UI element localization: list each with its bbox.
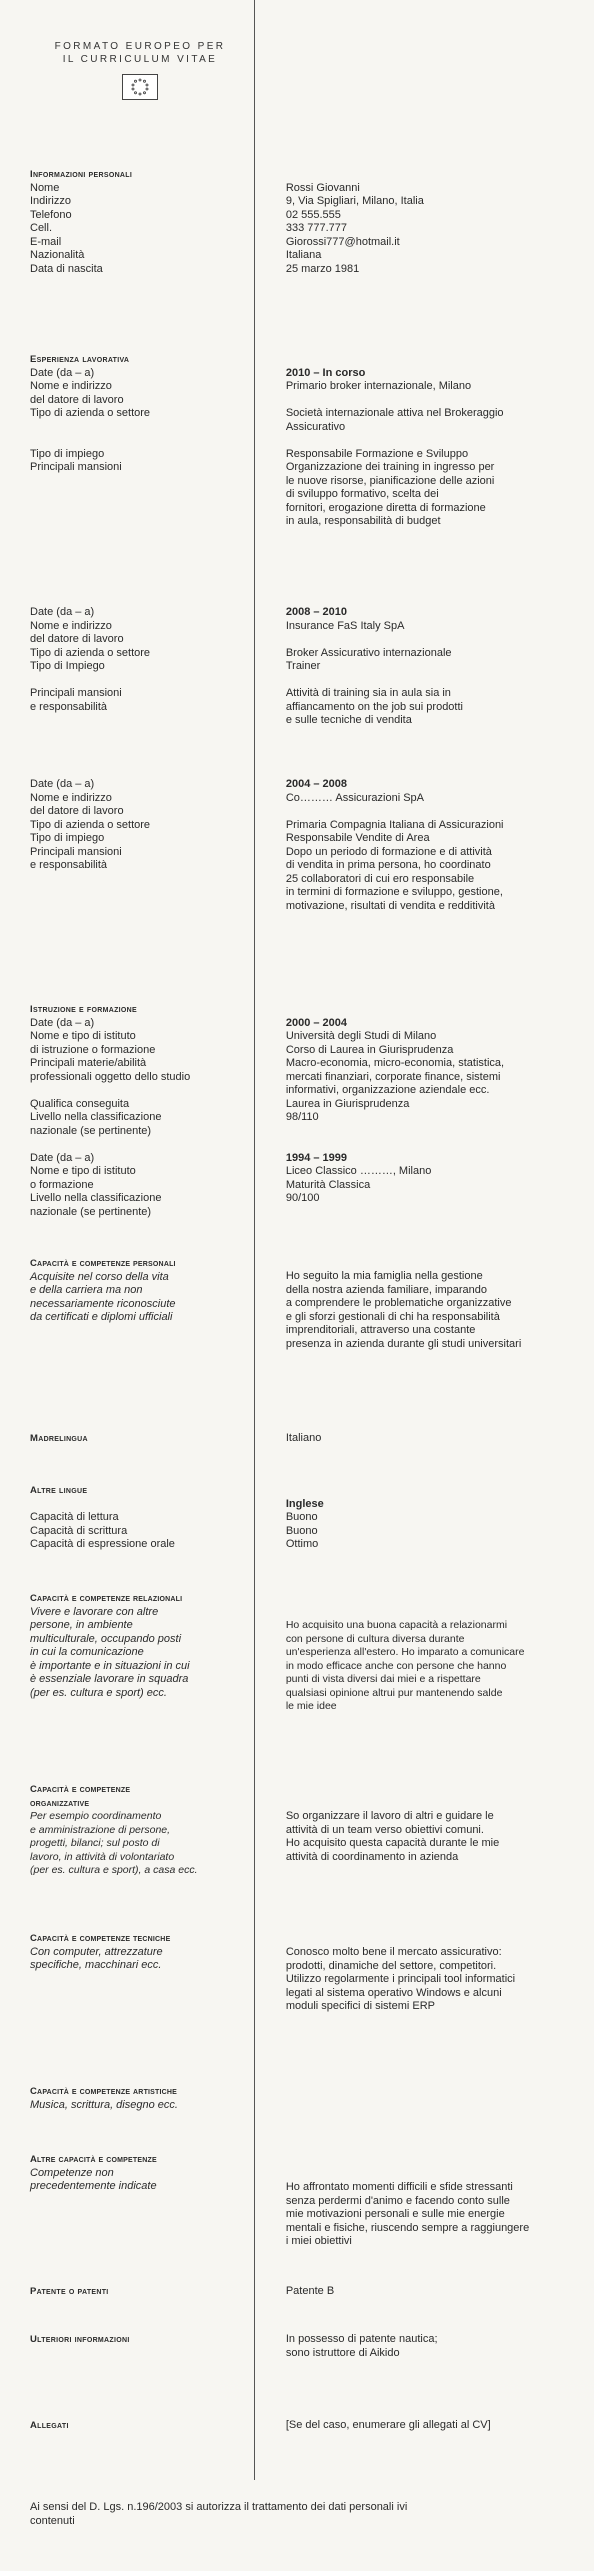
writing-value: Buono: [285, 1524, 318, 1537]
organizational-heading: Capacità e competenze organizzative: [30, 1784, 131, 1809]
job1-role-label: Tipo di impiego: [30, 447, 105, 460]
job2-employer-label: Nome e indirizzo: [30, 619, 112, 632]
languages-heading: Altre lingue: [30, 1485, 88, 1496]
other-skills-text: Ho affrontato momenti difficili e sfide stressanti senza perdermi d'animo e facendo conto sulle mie motivazioni personali e sulle mie energie mentali e fisiche, riuscendo sempre a raggiungere i miei obiettivi: [285, 2181, 530, 2247]
ed1-subjects-label: Principali materie/abilità professionali oggetto dello studio: [30, 1057, 191, 1083]
further-info-text: In possesso di patente nautica; sono istruttore di Aikido: [285, 2333, 438, 2359]
job2-role-label: Tipo di Impiego: [30, 660, 105, 672]
work-section: [30, 353, 575, 529]
personal-skills-text: Ho seguito la mia famiglia nella gestione della nostra azienda familiare, imparando a comprendere le problematiche organizzative e gli sforzi gestionali di chi ha responsabilità imprenditoriali, attraverso una costante presenza in azienda durante gli studi universitari: [285, 1270, 522, 1350]
address-value: 9, Via Spigliari, Milano, Italia: [285, 195, 424, 207]
job1-employer-label-2: del datore di lavoro: [30, 393, 124, 406]
cv-header: [30, 40, 250, 100]
job1-dates-label: Date (da – a): [30, 366, 95, 379]
ed1-course: Corso di Laurea in Giurisprudenza: [285, 1043, 454, 1056]
ed1-subjects: Macro-economia, micro-economia, statistica, mercati finanziari, corporate finance, sistemi informativi, organizzazione aziendale ecc.: [285, 1057, 505, 1096]
ed1-inst-label: Nome e tipo di istituto: [30, 1030, 136, 1042]
job1-role: Responsabile Formazione e Sviluppo: [285, 447, 469, 460]
writing-label: Capacità di scrittura: [30, 1524, 128, 1537]
job1-dates: 2010 – In corso: [285, 366, 366, 379]
job1-employer-label: Nome e indirizzo: [30, 380, 112, 392]
job3-sector: Primaria Compagnia Italiana di Assicurazioni: [285, 818, 504, 831]
mother-tongue-value: Italiano: [285, 1432, 322, 1444]
artistic-heading: Capacità e competenze artistiche: [30, 2086, 178, 2097]
job3-employer: Co……… Assicurazioni SpA: [285, 791, 425, 804]
attachments-value: [Se del caso, enumerare gli allegati al CV]: [285, 2419, 491, 2431]
nationality-value: Italiana: [285, 249, 322, 261]
ed1-inst-label-2: di istruzione o formazione: [30, 1043, 156, 1056]
ed2-inst-label: Nome e tipo di istituto: [30, 1165, 136, 1177]
mother-tongue-heading: Madrelingua: [30, 1433, 88, 1444]
ed1-qual-label: Qualifica conseguita: [30, 1097, 130, 1110]
ed2-inst-label-2: o formazione: [30, 1178, 94, 1191]
privacy-footer: [30, 2500, 570, 2528]
organizational-sub: Per esempio coordinamento e amministrazione di persone, progetti, bilanci; sul posto di lavoro, in attività di volontariato (per es. cultura e sport), a casa ecc.: [30, 1810, 198, 1876]
other-skills-section: [30, 2153, 575, 2249]
address-label: Indirizzo: [30, 195, 71, 207]
mobile-label: Cell.: [30, 222, 53, 234]
personal-skills-section: [30, 1257, 575, 1351]
relational-sub: Vivere e lavorare con altre persone, in ambiente multiculturale, occupando posti in cui la comunicazione è importante e in situazioni in cui è essenziale lavorare in squadra (per es. cultura e sport) ecc.: [30, 1605, 190, 1699]
relational-text: Ho acquisito una buona capacità a relazionarmi con persone di cultura diversa durante un'esperienza all'estero. Ho imparato a comunicare in modo efficace anche con persone che hanno punti di vista diversi dai miei e a rispettare qualsiasi opinione altrui pur mantenendo salde le mie idee: [285, 1619, 525, 1712]
job1-duties-label: Principali mansioni: [30, 461, 122, 473]
job2-role: Trainer: [285, 660, 321, 672]
organizational-section: [30, 1783, 575, 1878]
ed2-qual: Maturità Classica: [285, 1178, 371, 1191]
job2-sector: Broker Assicurativo internazionale: [285, 646, 452, 659]
footer-line-2: contenuti: [30, 2515, 75, 2527]
ed1-qual: Laurea in Giurisprudenza: [285, 1097, 410, 1110]
personal-skills-sub: Acquisite nel corso della vita e della carriera ma non necessariamente riconosciute da certificati e diplomi ufficiali: [30, 1270, 176, 1323]
job3-dates-label: Date (da – a): [30, 778, 95, 790]
job3-employer-label: Nome e indirizzo: [30, 791, 112, 804]
job2-employer: Insurance FaS Italy SpA: [285, 619, 405, 632]
ed2-dates-label: Date (da – a): [30, 1151, 95, 1164]
phone-value: 02 555.555: [285, 208, 341, 221]
personal-heading: Informazioni personali: [30, 169, 133, 180]
email-value: Giorossi777@hotmail.it: [285, 235, 400, 248]
work-heading: Esperienza lavorativa: [30, 354, 130, 365]
ed1-inst: Università degli Studi di Milano: [285, 1030, 437, 1042]
job3-dates: 2004 – 2008: [285, 778, 348, 790]
ed1-level-label-2: nazionale (se pertinente): [30, 1124, 152, 1137]
name-label: Nome: [30, 181, 60, 194]
eu-flag-icon: [122, 74, 158, 100]
header-line-1: FORMATO EUROPEO PER: [54, 41, 226, 52]
ed2-level-label-2: nazionale (se pertinente): [30, 1205, 152, 1218]
ed2-dates: 1994 – 1999: [285, 1151, 348, 1164]
languages-section: [30, 1484, 575, 1552]
reading-value: Buono: [285, 1511, 318, 1523]
relational-section: [30, 1592, 575, 1714]
speaking-value: Ottimo: [285, 1538, 319, 1550]
ed1-dates-label: Date (da – a): [30, 1016, 95, 1029]
job2-dates-label: Date (da – a): [30, 606, 95, 618]
license-value: Patente B: [285, 2285, 335, 2297]
ed2-level: 90/100: [285, 1192, 320, 1204]
other-skills-sub: Competenze non precedentemente indicate: [30, 2166, 157, 2192]
other-skills-heading: Altre capacità e competenze: [30, 2154, 157, 2165]
job3-duties: Dopo un periodo di formazione e di attività di vendita in prima persona, ho coordinato 25 collaboratori di cui ero responsabile in termini di formazione e sviluppo, gestione, motivazione, risultati di vendita e redditività: [285, 845, 503, 912]
organizational-text: So organizzare il lavoro di altri e guidare le attività di un team verso obiettivi comuni. Ho acquisito questa capacità durante le mie attività di coordinamento in azienda: [285, 1810, 500, 1863]
nationality-label: Nazionalità: [30, 249, 85, 261]
job2-dates: 2008 – 2010: [285, 606, 348, 618]
artistic-sub: Musica, scrittura, disegno ecc.: [30, 2098, 178, 2111]
job2-duties: Attività di training sia in aula sia in affiancamento on the job sui prodotti e sulle tecniche di vendita: [285, 687, 463, 726]
personal-section: [30, 168, 575, 276]
education-heading: Istruzione e formazione: [30, 1004, 137, 1015]
technical-sub: Con computer, attrezzature specifiche, macchinari ecc.: [30, 1945, 163, 1971]
job1-duties: Organizzazione dei training in ingresso per le nuove risorse, pianificazione delle azioni di sviluppo formativo, scelta dei fornitori, erogazione diretta di formazione in aula, responsabilità di budget: [285, 461, 495, 527]
attachments-heading: Allegati: [30, 2420, 69, 2431]
language-name: Inglese: [285, 1497, 324, 1510]
job1-sector-label: Tipo di azienda o settore: [30, 407, 151, 419]
job3-role-label: Tipo di impiego: [30, 832, 105, 844]
artistic-section: [30, 2085, 575, 2112]
license-heading: Patente o patenti: [30, 2286, 109, 2297]
birthdate-label: Data di nascita: [30, 262, 103, 275]
mobile-value: 333 777.777: [285, 222, 348, 234]
job2-duties-label: Principali mansioni e responsabilità: [30, 687, 122, 713]
speaking-label: Capacità di espressione orale: [30, 1538, 175, 1550]
ed1-dates: 2000 – 2004: [285, 1016, 348, 1029]
job3-sector-label: Tipo di azienda o settore: [30, 818, 151, 831]
relational-heading: Capacità e competenze relazionali: [30, 1593, 183, 1604]
job3-section: [30, 778, 575, 913]
further-info-section: [30, 2333, 575, 2360]
email-label: E-mail: [30, 235, 62, 248]
technical-heading: Capacità e competenze tecniche: [30, 1933, 171, 1944]
job1-employer: Primario broker internazionale, Milano: [285, 380, 472, 392]
attachments-section: [30, 2419, 575, 2433]
birthdate-value: 25 marzo 1981: [285, 262, 360, 275]
phone-label: Telefono: [30, 208, 72, 221]
ed2-inst: Liceo Classico ………, Milano: [285, 1165, 432, 1177]
job1-sector: Società internazionale attiva nel Brokeraggio Assicurativo: [285, 407, 504, 433]
license-section: [30, 2285, 575, 2299]
job3-role: Responsabile Vendite di Area: [285, 832, 430, 844]
ed1-level-label: Livello nella classificazione: [30, 1111, 162, 1123]
education-section: [30, 1003, 575, 1219]
job3-employer-label-2: del datore di lavoro: [30, 805, 124, 817]
name-value: Rossi Giovanni: [285, 181, 360, 194]
personal-skills-heading: Capacità e competenze personali: [30, 1258, 176, 1269]
header-line-2: IL CURRICULUM VITAE: [62, 54, 218, 65]
ed1-level: 98/110: [285, 1111, 319, 1123]
technical-text: Conosco molto bene il mercato assicurativo: prodotti, dinamiche del settore, competitori. Utilizzo regolarmente i principali tool informatici legati al sistema operativo Windows e alcuni moduli specifici di sistemi ERP: [285, 1946, 516, 2012]
job2-employer-label-2: del datore di lavoro: [30, 633, 124, 645]
job2-section: [30, 606, 575, 728]
ed2-level-label: Livello nella classificazione: [30, 1192, 162, 1204]
footer-line-1: Ai sensi del D. Lgs. n.196/2003 si autorizza il trattamento dei dati personali ivi: [30, 2501, 408, 2513]
reading-label: Capacità di lettura: [30, 1511, 119, 1523]
job2-sector-label: Tipo di azienda o settore: [30, 646, 151, 659]
job3-duties-label: Principali mansioni e responsabilità: [30, 845, 122, 871]
further-info-heading: Ulteriori informazioni: [30, 2334, 130, 2345]
technical-section: [30, 1932, 575, 2014]
mother-tongue-section: [30, 1432, 575, 1446]
